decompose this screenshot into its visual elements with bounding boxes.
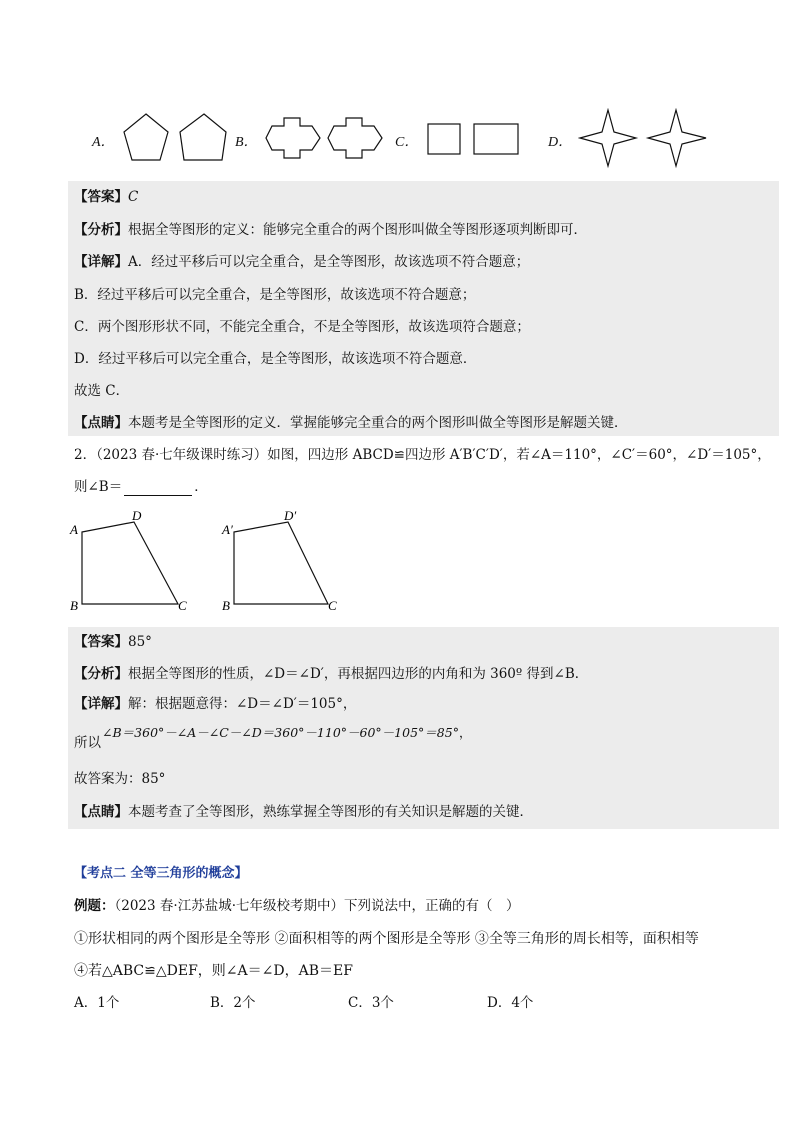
q2-answer: 【答案】85°: [74, 634, 152, 650]
example-line: 例题：（2023 春·江苏盐城·七年级校考期中）下列说法中，正确的有（ ）: [74, 898, 520, 914]
star-shape-1: [580, 110, 636, 166]
q2-analysis: 【分析】根据全等图形的性质，∠D＝∠D′，再根据四边形的内角和为 360º 得到∠B．: [74, 666, 589, 682]
option-d-label: D．: [548, 135, 573, 150]
option-a-figure: [120, 110, 230, 166]
q1-solution-block: [68, 181, 779, 436]
quad-abcd-prime: [234, 522, 328, 604]
cross-shape-2: [328, 118, 382, 158]
option-d-figure: [578, 108, 713, 170]
label-b-prime: B: [222, 598, 230, 613]
option-b-label: B．: [235, 135, 258, 150]
option-b-figure: [264, 114, 389, 162]
label-a-prime: A′: [222, 522, 233, 537]
option-a-label: A．: [92, 135, 115, 150]
q2-stem-line1: 2．（2023 春·七年级课时练习）如图，四边形 ABCD≌四边形 A′B′C′D′，若∠A＝110°，∠C′＝60°，∠D′＝105°，: [74, 447, 771, 463]
q2-detail-3: 故答案为：85°: [74, 771, 166, 787]
answer-blank: [124, 481, 192, 496]
choice-b[interactable]: B．2个: [210, 995, 256, 1011]
option-c-label: C．: [395, 135, 419, 150]
square-shape: [428, 124, 460, 154]
label-c-prime: C: [328, 598, 337, 613]
statement-line-2: ④若△ABC≌△DEF，则∠A＝∠D，AB＝EF: [74, 963, 353, 979]
q2-formula: ∠B＝360°－∠A－∠C－∠D＝360°－110°－60°－105°＝85°，: [102, 725, 472, 740]
q1-analysis: 【分析】根据全等图形的定义：能够完全重合的两个图形叫做全等图形逐项判断即可．: [74, 222, 587, 238]
label-d: D: [132, 508, 142, 523]
label-d-prime: D′: [284, 508, 297, 523]
q1-detail-5: 故选 C．: [74, 383, 130, 399]
q2-detail-1: 【详解】解：根据题意得：∠D＝∠D′＝105°，: [74, 696, 357, 712]
cross-shape-1: [266, 118, 320, 158]
q1-detail-4: D．经过平移后可以完全重合，是全等图形，故该选项不符合题意．: [74, 351, 477, 367]
rectangle-shape: [474, 124, 518, 154]
quad-abcd: [82, 522, 178, 604]
choice-d[interactable]: D．4个: [487, 995, 534, 1011]
choice-c[interactable]: C．3个: [348, 995, 394, 1011]
statement-line-1: ①形状相同的两个图形是全等形 ②面积相等的两个图形是全等形 ③全等三角形的周长相等，面积相等: [74, 931, 699, 947]
pentagon-shape-1: [124, 114, 168, 160]
q2-stem-line2: 则∠B＝ ．: [74, 479, 208, 495]
q1-answer: 【答案】C: [74, 189, 139, 205]
label-b: B: [70, 598, 78, 613]
label-a: A: [70, 522, 78, 537]
q2-comment: 【点睛】本题考查了全等图形，熟练掌握全等图形的有关知识是解题的关键．: [74, 804, 533, 820]
topic-heading: 【考点二 全等三角形的概念】: [74, 866, 248, 881]
q1-detail-1: 【详解】A．经过平移后可以完全重合，是全等图形，故该选项不符合题意；: [74, 254, 530, 270]
choice-a[interactable]: A．1个: [74, 995, 120, 1011]
q2-figure: [66, 506, 356, 618]
q2-detail-2: 所以: [74, 735, 101, 751]
star-shape-2: [648, 110, 706, 166]
q1-detail-2: B．经过平移后可以完全重合，是全等图形，故该选项不符合题意；: [74, 287, 476, 303]
q1-comment: 【点睛】本题考是全等图形的定义．掌握能够完全重合的两个图形叫做全等图形是解题关键．: [74, 415, 628, 431]
label-c: C: [178, 598, 187, 613]
pentagon-shape-2: [180, 114, 226, 160]
q1-detail-3: C．两个图形形状不同，不能完全重合，不是全等图形，故该选项符合题意；: [74, 319, 530, 335]
option-c-figure: [424, 120, 524, 160]
